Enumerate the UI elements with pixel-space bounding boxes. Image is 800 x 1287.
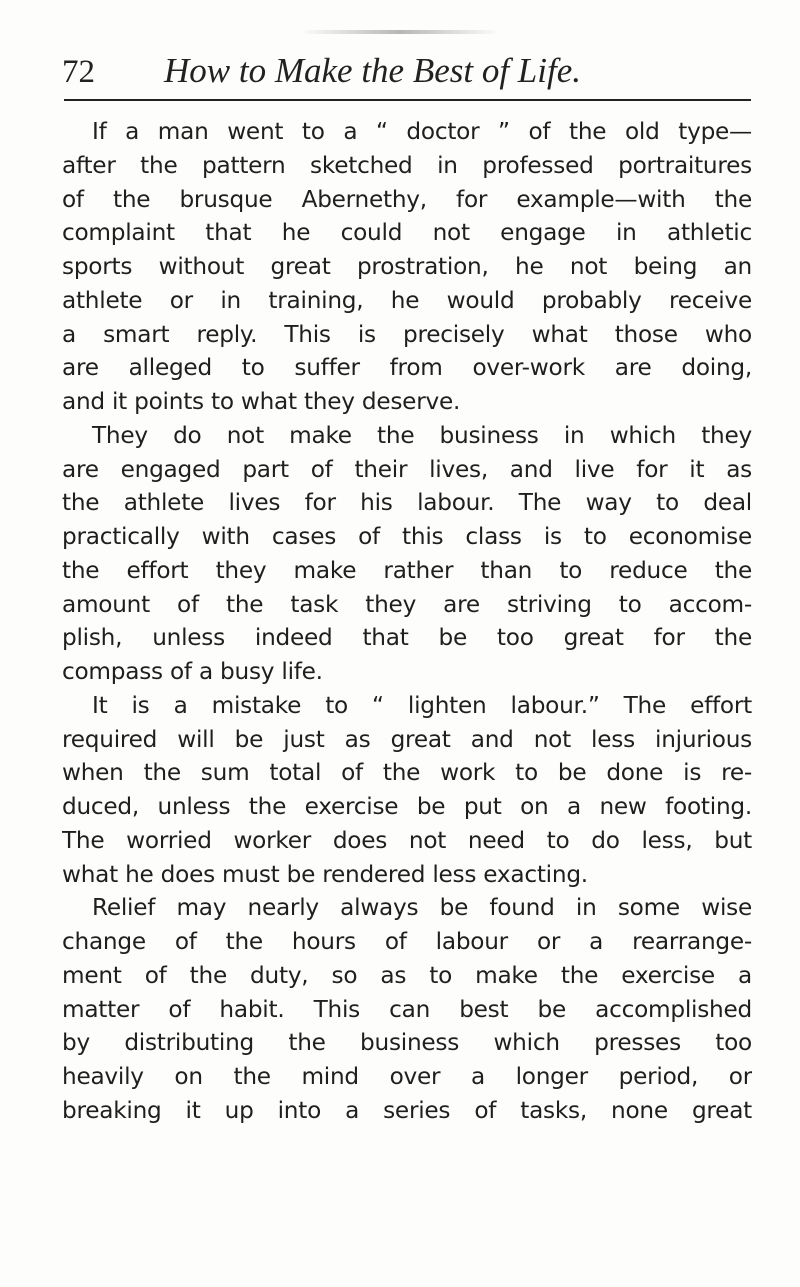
- text-line: change of the hours of labour or a rearrange-: [62, 928, 752, 955]
- text-line: compass of a busy life.: [62, 658, 323, 685]
- text-line: when the sum total of the work to be done is re-: [62, 759, 752, 787]
- header-rule: [64, 99, 751, 101]
- text-line: by distributing the business which presses too: [62, 1029, 752, 1057]
- text-line: complaint that he could not engage in athletic: [62, 219, 752, 247]
- text-line: required will be just as great and not less injurious: [62, 725, 752, 753]
- text-line: The worried worker does not need to do less, but: [62, 826, 752, 854]
- page-number: 72: [62, 54, 95, 90]
- text-line: after the pattern sketched in professed portraitures: [62, 151, 752, 179]
- text-line: and it points to what they deserve.: [62, 388, 461, 415]
- running-head: [62, 50, 752, 100]
- text-line: matter of habit. This can best be accomplished: [62, 995, 752, 1023]
- text-line: a smart reply. This is precisely what those who: [62, 320, 752, 348]
- text-line: plish, unless indeed that be too great for the: [62, 624, 752, 652]
- text-line: amount of the task they are striving to accom-: [62, 590, 752, 618]
- running-title: How to Make the Best of Life.: [164, 51, 582, 90]
- text-line: heavily on the mind over a longer period, or: [62, 1063, 752, 1090]
- text-line: are alleged to suffer from over-work are doing,: [62, 354, 752, 382]
- text-line: duced, unless the exercise be put on a new footing.: [62, 793, 752, 820]
- text-line: practically with cases of this class is to economise: [62, 523, 752, 550]
- text-line: They do not make the business in which they: [92, 421, 752, 449]
- text-line: what he does must be rendered less exacting.: [62, 860, 588, 888]
- text-line: the effort they make rather than to reduce the: [62, 556, 752, 584]
- text-line: athlete or in training, he would probably receive: [62, 286, 752, 314]
- text-line: are engaged part of their lives, and live for it as: [62, 455, 752, 483]
- scan-shadow-mark: [300, 30, 500, 34]
- text-line: It is a mistake to “ lighten labour.” The effort: [92, 691, 752, 719]
- text-line: of the brusque Abernethy, for example—with the: [62, 185, 752, 213]
- text-line: Relief may nearly always be found in some wise: [92, 894, 752, 922]
- text-line: ment of the duty, so as to make the exercise a: [62, 961, 752, 989]
- text-line: breaking it up into a series of tasks, none great: [62, 1096, 752, 1124]
- text-line: If a man went to a “ doctor ” of the old type—: [92, 118, 752, 145]
- text-line: the athlete lives for his labour. The way to deal: [62, 489, 752, 517]
- text-line: sports without great prostration, he not being an: [62, 253, 752, 280]
- body-text: [62, 115, 752, 1128]
